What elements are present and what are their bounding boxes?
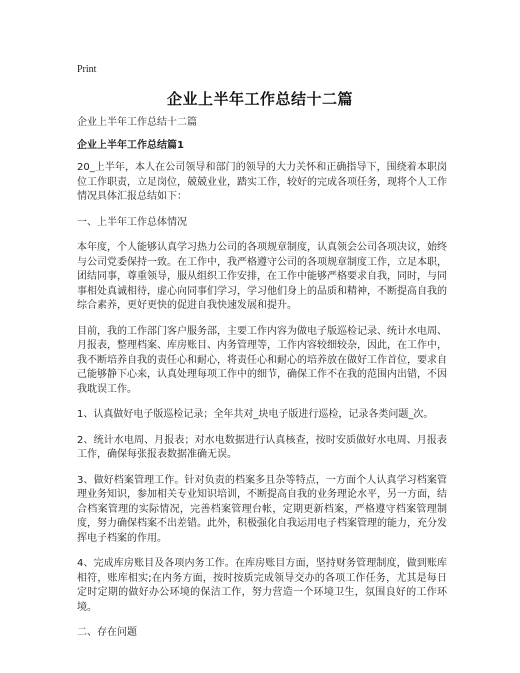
paragraph-department: 目前，我的工作部门客户服务部，主要工作内容为做电子版巡检记录、统计水电周、月报表，整理档案、库房账目、内务管理等，工作内容较细较杂，因此，在工作中，我不断培养自我的责任心和耐心，将责任心和耐心的培养放在做好工作首位，要求自己能够静下心来，认真处理每项工作中的细节，确保工作不在我的范围内出错，不因我耽误工作。 bbox=[77, 325, 447, 395]
section-heading: 企业上半年工作总结篇1 bbox=[77, 139, 184, 151]
list-item-warehouse: 4、完成库房账目及各项内务工作。在库房账目方面，坚持财务管理制度，做到账库相符，账库相实;在内务方面，按时按质完成领导交办的各项工作任务，尤其是每日定时定期的做好办公环境的保洁工作，努力营造一个环境卫生，氛围良好的工作环境。 bbox=[77, 558, 447, 613]
heading-problems: 二、存在问题 bbox=[77, 627, 137, 638]
document-body bbox=[77, 116, 447, 652]
page-title: 企业上半年工作总结十二篇 bbox=[166, 90, 353, 108]
paragraph-overview: 本年度，个人能够认真学习热力公司的各项规章制度，认真领会公司各项决议，始终与公司党委保持一致。在工作中，我严格遵守公司的各项规章制度工作，立足本职，团结同事，尊重领导，服从组织工作安排，在工作中能够严格要求自我，同时，与同事相处真诚相待，虚心向同事们学习，学习他们身上的品质和精神，不断提高自我的综合素养，更好更快的促进自我快速发展和提升。 bbox=[77, 242, 447, 311]
list-item-archives: 3、做好档案管理工作。针对负责的档案多且杂等特点，一方面个人认真学习档案管理业务知识，参加相关专业知识培训，不断提高自我的业务理论水平，另一方面，结合档案管理的实际情况，完善档案管理台帐，定期更新档案，严格遵守档案管理制度，努力确保档案不出差错。此外，积极强化自我运用电子档案管理的能力，充分发挥电子档案的作用。 bbox=[77, 474, 447, 544]
list-item-inspection: 1、认真做好电子版巡检记录；全年共对_块电子版进行巡检，记录各类问题_次。 bbox=[77, 409, 434, 420]
document-subtitle: 企业上半年工作总结十二篇 bbox=[77, 117, 197, 128]
paragraph-intro: 20_上半年，本人在公司领导和部门的领导的大力关怀和正确指导下，围绕着本职岗位工作职责，立足岗位，兢兢业业，踏实工作，较好的完成各项任务，现将个人工作情况具体汇报总结如下： bbox=[77, 162, 447, 202]
print-button[interactable]: Print bbox=[77, 64, 97, 75]
list-item-reports: 2、统计水电周、月报表；对水电数据进行认真核查，按时安质做好水电周、月报表工作，确保每张报表数据准确无误。 bbox=[77, 434, 447, 460]
heading-overall: 一、上半年工作总体情况 bbox=[77, 216, 187, 228]
